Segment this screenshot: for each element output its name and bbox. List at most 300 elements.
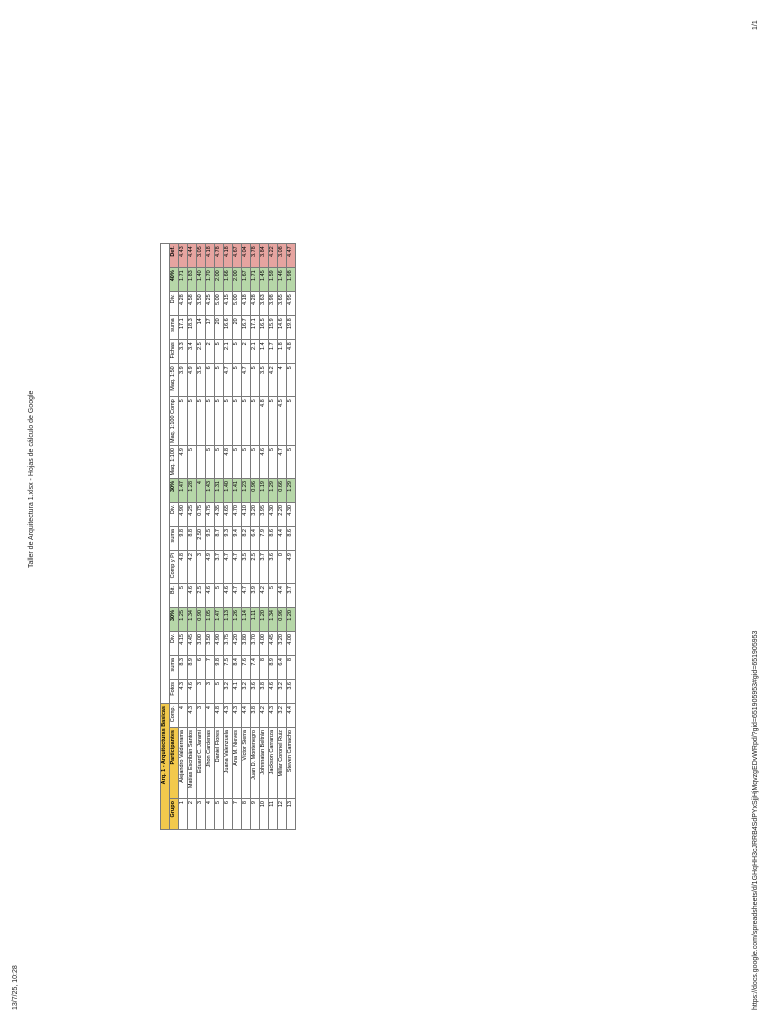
value-cell: 1.29: [269, 479, 278, 503]
column-header: suma: [170, 656, 179, 680]
column-header: 40%: [170, 268, 179, 292]
value-cell: 1.98: [287, 268, 296, 292]
value-cell: 4.8: [260, 397, 269, 446]
table-row: [251, 244, 260, 830]
value-cell: 4.7: [233, 551, 242, 584]
group-cell: 3: [197, 799, 206, 830]
value-cell: 4.58: [188, 292, 197, 316]
value-cell: 8: [260, 656, 269, 680]
value-cell: 3.84: [260, 244, 269, 268]
value-cell: 1.11: [251, 608, 260, 632]
table-row: [206, 244, 215, 830]
value-cell: 1.20: [287, 608, 296, 632]
column-header: Div.: [170, 292, 179, 316]
value-cell: 20: [233, 316, 242, 340]
value-cell: 5: [233, 446, 242, 479]
participant-cell: Jhon Cardenas: [206, 728, 215, 799]
value-cell: 3.7: [287, 584, 296, 608]
value-cell: 8.3: [179, 656, 188, 680]
value-cell: 4.6: [188, 680, 197, 704]
value-cell: 5: [197, 397, 206, 446]
group-cell: 1: [179, 799, 188, 830]
title-row: [161, 244, 170, 830]
value-cell: 1.20: [260, 608, 269, 632]
value-cell: 4.10: [242, 503, 251, 527]
value-cell: 1.05: [206, 608, 215, 632]
value-cell: 9.4: [233, 527, 242, 551]
sheet-title: Arq. 1 - Arquitecturas Basicas: [161, 704, 170, 830]
value-cell: 5: [215, 584, 224, 608]
value-cell: 5: [287, 364, 296, 397]
value-cell: 3.75: [224, 632, 233, 656]
value-cell: 4.3: [179, 680, 188, 704]
value-cell: 4.2: [188, 551, 197, 584]
value-cell: 4.15: [224, 292, 233, 316]
value-cell: 5: [215, 446, 224, 479]
value-cell: 16.6: [224, 316, 233, 340]
value-cell: 7.6: [242, 656, 251, 680]
value-cell: 5: [188, 397, 197, 446]
value-cell: 3.95: [260, 503, 269, 527]
value-cell: 1.45: [260, 268, 269, 292]
value-cell: 4.18: [242, 292, 251, 316]
value-cell: 3.6: [251, 680, 260, 704]
value-cell: 3.50: [206, 632, 215, 656]
value-cell: 4.35: [215, 503, 224, 527]
value-cell: 2.5: [197, 584, 206, 608]
value-cell: 16.5: [260, 316, 269, 340]
value-cell: 5: [269, 397, 278, 446]
group-cell: 8: [242, 799, 251, 830]
value-cell: 3.5: [260, 364, 269, 397]
value-cell: 0.66: [278, 479, 287, 503]
table-row: [197, 244, 206, 830]
value-cell: [197, 446, 206, 479]
value-cell: 8.9: [188, 656, 197, 680]
value-cell: 5: [215, 364, 224, 397]
spreadsheet: [160, 243, 296, 830]
value-cell: 5: [233, 340, 242, 364]
value-cell: 4.7: [278, 446, 287, 479]
value-cell: 8.6: [287, 527, 296, 551]
value-cell: 8: [287, 656, 296, 680]
value-cell: 4.7: [224, 364, 233, 397]
value-cell: 6.4: [278, 656, 287, 680]
value-cell: 4.00: [287, 632, 296, 656]
value-cell: 3.5: [242, 551, 251, 584]
column-header: Comp.: [170, 704, 179, 728]
value-cell: 4.3: [233, 704, 242, 728]
header-row: [170, 244, 179, 830]
value-cell: 1.67: [242, 268, 251, 292]
group-cell: 5: [215, 799, 224, 830]
value-cell: 3.2: [242, 680, 251, 704]
value-cell: 4.9: [287, 551, 296, 584]
column-header: 30%: [170, 479, 179, 503]
participant-cell: Ana M. Nieves: [233, 728, 242, 799]
value-cell: 2.50: [197, 527, 206, 551]
value-cell: 1.59: [269, 268, 278, 292]
value-cell: 4.4: [278, 527, 287, 551]
value-cell: 1.14: [242, 608, 251, 632]
page-number: 1/1: [752, 20, 759, 30]
value-cell: 4.45: [188, 632, 197, 656]
value-cell: 1.23: [242, 479, 251, 503]
participant-cell: Steven Camacho: [287, 728, 296, 799]
value-cell: 1.43: [206, 479, 215, 503]
value-cell: 6.4: [251, 527, 260, 551]
value-cell: 2.00: [215, 268, 224, 292]
value-cell: 1.71: [251, 268, 260, 292]
table-row: [179, 244, 188, 830]
grades-table: [160, 243, 296, 830]
value-cell: 3.7: [215, 551, 224, 584]
value-cell: 4.9: [179, 446, 188, 479]
value-cell: 5: [188, 446, 197, 479]
group-cell: 6: [224, 799, 233, 830]
value-cell: 4.44: [188, 244, 197, 268]
participant-cell: Juan D. Montenegro: [251, 728, 260, 799]
value-cell: 4: [197, 479, 206, 503]
value-cell: 3.9: [179, 364, 188, 397]
value-cell: 4.3: [269, 704, 278, 728]
value-cell: 0.75: [197, 503, 206, 527]
value-cell: 4.4: [242, 704, 251, 728]
value-cell: 4.90: [179, 503, 188, 527]
value-cell: 4.6: [206, 584, 215, 608]
value-cell: 4.22: [269, 244, 278, 268]
participant-cell: Juana Valenzuela: [224, 728, 233, 799]
value-cell: 4.78: [215, 244, 224, 268]
value-cell: 5: [179, 397, 188, 446]
value-cell: 4.2: [260, 704, 269, 728]
value-cell: 4.3: [224, 704, 233, 728]
value-cell: 7: [206, 656, 215, 680]
value-cell: 4.30: [287, 503, 296, 527]
group-cell: 10: [260, 799, 269, 830]
value-cell: 1.29: [287, 479, 296, 503]
value-cell: 4.4: [287, 704, 296, 728]
group-cell: 13: [287, 799, 296, 830]
value-cell: 4.18: [224, 244, 233, 268]
value-cell: 5.00: [215, 292, 224, 316]
column-header: Comp y Pi: [170, 551, 179, 584]
title-row-filler: [161, 244, 170, 704]
value-cell: 5: [287, 397, 296, 446]
value-cell: 5: [179, 584, 188, 608]
value-cell: 2.5: [251, 551, 260, 584]
value-cell: 4.30: [269, 503, 278, 527]
value-cell: 4: [278, 364, 287, 397]
value-cell: 4.28: [179, 292, 188, 316]
column-header: 30%: [170, 608, 179, 632]
value-cell: 4.70: [233, 503, 242, 527]
value-cell: 8.8: [188, 527, 197, 551]
value-cell: 8.4: [233, 656, 242, 680]
value-cell: 5: [233, 397, 242, 446]
value-cell: 1.13: [224, 608, 233, 632]
value-cell: 3: [197, 704, 206, 728]
value-cell: 3.8: [251, 704, 260, 728]
value-cell: 6: [197, 656, 206, 680]
value-cell: 4.7: [242, 584, 251, 608]
value-cell: 5: [206, 397, 215, 446]
table-row: [224, 244, 233, 830]
value-cell: 8.9: [269, 656, 278, 680]
value-cell: 16.7: [242, 316, 251, 340]
value-cell: 1.31: [215, 479, 224, 503]
column-header: suma: [170, 527, 179, 551]
value-cell: 5: [251, 364, 260, 397]
value-cell: 3.65: [278, 292, 287, 316]
column-header: Participantes: [170, 728, 179, 799]
value-cell: 1.66: [224, 268, 233, 292]
participant-cell: Eduard C. Jaramí: [197, 728, 206, 799]
table-row: [242, 244, 251, 830]
value-cell: 4.45: [269, 632, 278, 656]
value-cell: 1.34: [269, 608, 278, 632]
value-cell: 2.1: [251, 340, 260, 364]
value-cell: 4.00: [260, 632, 269, 656]
value-cell: 1.7: [269, 340, 278, 364]
value-cell: 3.50: [197, 292, 206, 316]
value-cell: 15.9: [269, 316, 278, 340]
value-cell: 8.6: [269, 527, 278, 551]
value-cell: 5: [242, 446, 251, 479]
value-cell: 4.25: [188, 503, 197, 527]
value-cell: 1.46: [278, 268, 287, 292]
value-cell: 4.3: [188, 704, 197, 728]
value-cell: 7.4: [251, 656, 260, 680]
group-cell: 9: [251, 799, 260, 830]
value-cell: 1.40: [197, 268, 206, 292]
value-cell: 6: [206, 364, 215, 397]
value-cell: 4.6: [188, 584, 197, 608]
value-cell: 3.63: [260, 292, 269, 316]
value-cell: 3.3: [179, 340, 188, 364]
value-cell: 0: [278, 551, 287, 584]
group-cell: 11: [269, 799, 278, 830]
value-cell: 5: [251, 446, 260, 479]
value-cell: 3: [197, 551, 206, 584]
value-cell: 0.96: [278, 608, 287, 632]
value-cell: 3.80: [242, 632, 251, 656]
value-cell: 4.6: [260, 446, 269, 479]
value-cell: 4.2: [260, 584, 269, 608]
value-cell: 9.8: [215, 656, 224, 680]
value-cell: 5: [269, 446, 278, 479]
value-cell: 4.65: [224, 503, 233, 527]
value-cell: 3: [206, 680, 215, 704]
value-cell: 3.05: [197, 244, 206, 268]
value-cell: 8.7: [215, 527, 224, 551]
value-cell: 1.40: [224, 479, 233, 503]
table-row: [287, 244, 296, 830]
column-header: Div.: [170, 503, 179, 527]
value-cell: 3.08: [278, 244, 287, 268]
value-cell: 3.20: [251, 503, 260, 527]
value-cell: 2.20: [278, 503, 287, 527]
group-cell: 12: [278, 799, 287, 830]
print-date: 13/7/25, 10:28: [12, 965, 19, 1010]
group-cell: 2: [188, 799, 197, 830]
participant-cell: Johnnatan Beltrán: [260, 728, 269, 799]
value-cell: 4.8: [179, 551, 188, 584]
value-cell: 1.19: [260, 479, 269, 503]
value-cell: 1.83: [188, 268, 197, 292]
column-header: Maq. 1:50: [170, 364, 179, 397]
value-cell: 3.2: [278, 704, 287, 728]
value-cell: 5.00: [233, 292, 242, 316]
value-cell: 1.70: [206, 268, 215, 292]
value-cell: 9.5: [206, 527, 215, 551]
value-cell: 4.90: [215, 632, 224, 656]
value-cell: 9.3: [224, 527, 233, 551]
group-cell: 7: [233, 799, 242, 830]
value-cell: 0.90: [197, 608, 206, 632]
column-header: Maq. 1:100: [170, 446, 179, 479]
value-cell: 4.20: [233, 632, 242, 656]
value-cell: 4.7: [242, 364, 251, 397]
value-cell: 7.9: [260, 527, 269, 551]
value-cell: 5: [287, 446, 296, 479]
value-cell: 4.18: [206, 244, 215, 268]
value-cell: 3.98: [269, 292, 278, 316]
value-cell: 3: [197, 680, 206, 704]
value-cell: 4.95: [287, 292, 296, 316]
value-cell: 4.1: [233, 680, 242, 704]
table-row: [269, 244, 278, 830]
table-row: [215, 244, 224, 830]
value-cell: 4: [179, 704, 188, 728]
value-cell: 4.5: [278, 397, 287, 446]
value-cell: 8.2: [242, 527, 251, 551]
value-cell: 14: [197, 316, 206, 340]
value-cell: 4.8: [215, 704, 224, 728]
value-cell: 4.7: [224, 551, 233, 584]
value-cell: 1.4: [260, 340, 269, 364]
value-cell: 4.04: [242, 244, 251, 268]
value-cell: 4.28: [251, 292, 260, 316]
value-cell: 17: [206, 316, 215, 340]
value-cell: 4.75: [206, 503, 215, 527]
value-cell: 4.6: [224, 584, 233, 608]
value-cell: 14.6: [278, 316, 287, 340]
column-header: Def.: [170, 244, 179, 268]
column-header: Fotos: [170, 680, 179, 704]
value-cell: 3.20: [278, 632, 287, 656]
value-cell: 1.41: [233, 479, 242, 503]
value-cell: 3.6: [269, 551, 278, 584]
participant-cell: Daniel Flores: [215, 728, 224, 799]
participant-cell: Alejandro Valderrama: [179, 728, 188, 799]
value-cell: 1.26: [233, 608, 242, 632]
column-header: Grupo: [170, 799, 179, 830]
value-cell: 2.5: [197, 340, 206, 364]
table-row: [260, 244, 269, 830]
table-row: [278, 244, 287, 830]
value-cell: 1.25: [179, 608, 188, 632]
value-cell: 7.5: [224, 656, 233, 680]
value-cell: 17.1: [179, 316, 188, 340]
participant-cell: Matías Escribán Santos: [188, 728, 197, 799]
column-header: Maq. 1:100 Comp: [170, 397, 179, 446]
value-cell: 4.7: [233, 584, 242, 608]
value-cell: 17.1: [251, 316, 260, 340]
value-cell: 4.25: [206, 292, 215, 316]
value-cell: 4.67: [233, 244, 242, 268]
value-cell: 4.43: [179, 244, 188, 268]
value-cell: 19.8: [287, 316, 296, 340]
value-cell: 4.2: [269, 364, 278, 397]
value-cell: 2: [242, 340, 251, 364]
value-cell: 3.70: [251, 632, 260, 656]
value-cell: 5: [215, 340, 224, 364]
column-header: Fichas: [170, 340, 179, 364]
participant-cell: Víctor Sierra: [242, 728, 251, 799]
value-cell: 18.3: [188, 316, 197, 340]
value-cell: 1.8: [278, 340, 287, 364]
value-cell: 5: [206, 446, 215, 479]
value-cell: 4.47: [287, 244, 296, 268]
value-cell: 20: [215, 316, 224, 340]
value-cell: 2: [206, 340, 215, 364]
participant-cell: Millar Coronel Ruiz: [278, 728, 287, 799]
value-cell: 4.9: [188, 364, 197, 397]
value-cell: 1.34: [188, 608, 197, 632]
value-cell: 3.9: [251, 584, 260, 608]
value-cell: 3.2: [224, 680, 233, 704]
value-cell: 9.8: [179, 527, 188, 551]
value-cell: 5: [242, 397, 251, 446]
column-header: Bit.: [170, 584, 179, 608]
value-cell: 1.47: [215, 608, 224, 632]
value-cell: 3.2: [278, 680, 287, 704]
value-cell: 4.15: [179, 632, 188, 656]
print-title: Taller de Arquitectura 1.xlsx - Hojas de cálculo de Google: [28, 390, 35, 568]
column-header: Div.: [170, 632, 179, 656]
value-cell: 5: [233, 364, 242, 397]
value-cell: 5: [215, 397, 224, 446]
print-url[interactable]: https://docs.google.com/spreadsheets/d/1GHqHH3cJRRB4SdPYxSjjHjMqvzgEDvWRpd/?gid=651905953#gid=651905953: [752, 630, 759, 1010]
value-cell: 1.47: [179, 479, 188, 503]
group-cell: 4: [206, 799, 215, 830]
value-cell: 3.8: [260, 680, 269, 704]
value-cell: 3.5: [197, 364, 206, 397]
value-cell: 1.71: [179, 268, 188, 292]
participant-cell: Jackson Carranza: [269, 728, 278, 799]
value-cell: 3.00: [197, 632, 206, 656]
value-cell: 5: [269, 584, 278, 608]
value-cell: 3.4: [188, 340, 197, 364]
value-cell: 0.96: [251, 479, 260, 503]
value-cell: 3.6: [287, 680, 296, 704]
value-cell: 5: [215, 680, 224, 704]
value-cell: 5: [251, 397, 260, 446]
value-cell: 4.4: [278, 584, 287, 608]
value-cell: 3.7: [260, 551, 269, 584]
table-row: [188, 244, 197, 830]
value-cell: 1.28: [188, 479, 197, 503]
value-cell: 4.6: [269, 680, 278, 704]
value-cell: 4.8: [287, 340, 296, 364]
value-cell: 2.00: [233, 268, 242, 292]
value-cell: 2.1: [224, 340, 233, 364]
table-row: [233, 244, 242, 830]
value-cell: 4.8: [224, 446, 233, 479]
value-cell: 4: [206, 704, 215, 728]
value-cell: 5: [224, 397, 233, 446]
